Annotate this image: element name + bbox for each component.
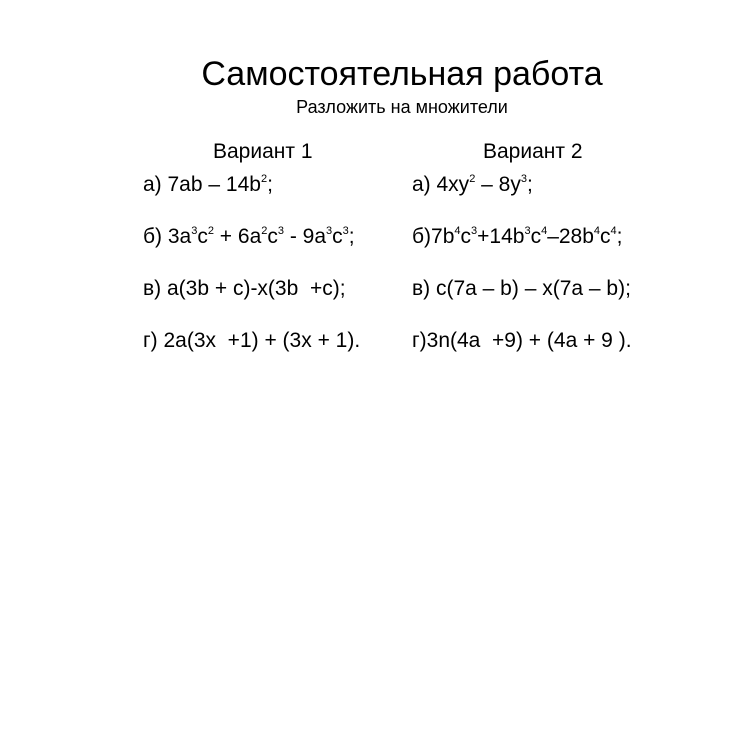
variant-2-task-g: г)3n(4a +9) + (4a + 9 ). (412, 329, 632, 352)
variant-1-task-v: в) a(3b + c)-x(3b +c); (143, 277, 346, 300)
variant-2-task-a: а) $4xy^2 - 8y^3$; (412, 173, 533, 196)
variant-1-task-a: а) $7ab - 14b^2$; (143, 173, 273, 196)
variant-1-task-g: г) 2a(3x +1) + (3x + 1). (143, 329, 361, 352)
page-subtitle: Разложить на множители (296, 97, 508, 117)
variant-1-heading: Вариант 1 (213, 140, 313, 163)
variant-1-task-b: б) $3a^3c^2 + 6a^2c^3 - 9a^3c^3$; (143, 225, 355, 248)
variant-2-task-b: $б)7b^4c^3+14b^3c^4-28b^4c^4$; (412, 225, 623, 248)
variant-2-heading: Вариант 2 (483, 140, 583, 163)
variant-2-task-v: в) c(7a – b) – x(7a – b); (412, 277, 631, 300)
page-title: Самостоятельная работа (201, 55, 603, 93)
